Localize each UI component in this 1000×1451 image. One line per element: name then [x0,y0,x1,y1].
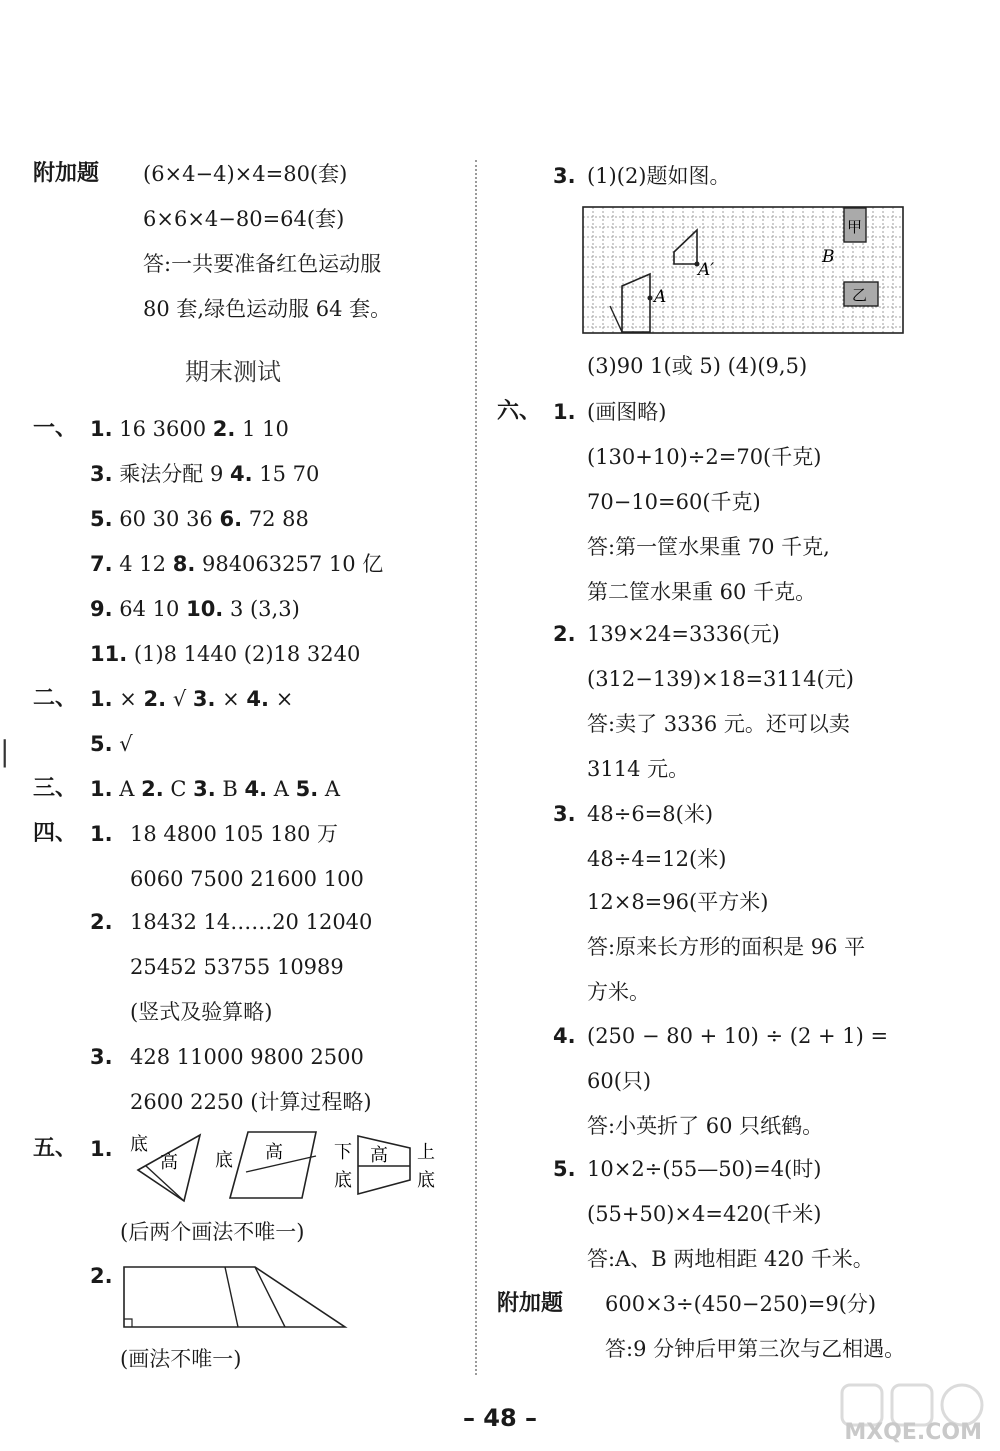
altitude-figures [120,1128,450,1208]
cut-line [255,1267,285,1327]
question-number: 5. [553,1157,576,1181]
answer-line: 18 4800 105 180 万 [130,822,339,846]
trapezoid-base-label-2: 底 [417,1170,435,1191]
question-number: 3. [553,164,576,188]
answer-line: 答:小英折了 60 只纸鹤。 [587,1114,824,1138]
answer-line: 答:卖了 3336 元。还可以卖 [587,712,850,736]
point-a-label: A [654,287,667,307]
trapezoid-bottom-label: 下 [334,1142,352,1163]
point-a [648,296,653,301]
shape-a-tail [610,306,622,332]
section-label-3: 三、 [33,776,78,801]
point-a-prime-label: A′ [698,260,715,280]
answer-row: 11. (1)8 1440 (2)18 3240 [90,642,361,666]
rectangle-figure [120,1263,350,1333]
answer-row: 9. 64 10 10. 3 (3,3) [90,597,300,621]
answer-line: 答:第一筐水果重 70 千克, [587,535,830,559]
trapezoid-base-label: 底 [334,1170,352,1191]
answer-line: 48÷6=8(米) [587,802,714,826]
section-label-1: 一、 [33,416,78,441]
answer-line: 60(只) [587,1069,652,1093]
trapezoid-top-label: 上 [417,1142,435,1163]
trapezoid-outline [124,1267,345,1327]
question-number: 1. [553,400,576,424]
answer-line: 答:原来长方形的面积是 96 平 [587,935,866,959]
jia-label: 甲 [847,218,863,236]
yi-label: 乙 [852,286,868,304]
answer-line: 第二筐水果重 60 千克。 [587,580,817,604]
answer-line: 6060 7500 21600 100 [130,867,364,891]
page-number: – 48 – [462,1404,538,1432]
answer-line: 答:9 分钟后甲第三次与乙相遇。 [605,1337,906,1361]
answer-line: 3114 元。 [587,757,690,781]
answer-line: 18432 14……20 12040 [130,910,373,934]
answer-line: (1)(2)题如图。 [587,164,731,188]
answer-line: (250 − 80 + 10) ÷ (2 + 1) = [587,1024,889,1048]
section-label-2: 二、 [33,686,78,711]
extra-line: 80 套,绿色运动服 64 套。 [143,297,392,321]
note-line: (画法不唯一) [120,1347,242,1371]
answer-line: 10×2÷(55—50)=4(时) [587,1157,822,1181]
answer-row: 1. × 2. √ 3. × 4. × [90,687,294,711]
triangle-base-label: 底 [130,1134,148,1155]
answer-line: 48÷4=12(米) [587,847,727,871]
parallelogram-height-label: 高 [265,1142,283,1163]
answer-line: 139×24=3336(元) [587,622,780,646]
answer-line: (竖式及验算略) [130,1000,273,1024]
question-number: 1. [90,822,113,846]
extra-line: (6×4−4)×4=80(套) [143,162,348,186]
cut-line [225,1267,238,1327]
answer-row: 5. 60 30 36 6. 72 88 [90,507,309,531]
triangle-height-label: 高 [160,1152,178,1173]
edge-mark: | [0,735,10,768]
question-number: 2. [90,910,113,934]
answer-line: 428 11000 9800 2500 [130,1045,364,1069]
question-number: 3. [553,802,576,826]
question-number: 3. [90,1045,113,1069]
parallelogram-base-label: 底 [215,1150,233,1171]
column-divider [475,160,477,1375]
answer-line: (312−139)×18=3114(元) [587,667,854,691]
answer-row: 3. 乘法分配 9 4. 15 70 [90,462,320,486]
answer-line: 12×8=96(平方米) [587,890,769,914]
answer-row: 7. 4 12 8. 984063257 10 亿 [90,552,384,576]
shape-a [622,274,650,332]
answer-line: 25452 53755 10989 [130,955,344,979]
coordinate-grid [582,206,904,334]
trapezoid-height-label: 高 [370,1145,388,1166]
section-title: 期末测试 [185,358,281,386]
section-label-4: 四、 [33,821,78,846]
answer-line: (130+10)÷2=70(千克) [587,445,822,469]
extra-line: 答:一共要准备红色运动服 [143,252,382,276]
extra-label-right: 附加题 [497,1291,564,1316]
shape-a-prime [674,230,697,264]
section-label-6: 六、 [497,399,542,424]
answer-row: 1. A 2. C 3. B 4. A 5. A [90,777,341,801]
answer-line: 70−10=60(千克) [587,490,761,514]
grid-svg [582,206,904,334]
answer-line: 600×3÷(450−250)=9(分) [605,1292,877,1316]
answer-line: 答:A、B 两地相距 420 千米。 [587,1247,874,1271]
question-number: 2. [90,1264,113,1288]
answer-line: 2600 2250 (计算过程略) [130,1090,372,1114]
answer-line: 方米。 [587,980,650,1004]
note-line: (后两个画法不唯一) [120,1220,305,1244]
right-angle-mark [124,1319,132,1327]
question-number: 2. [553,622,576,646]
answer-line: (画图略) [587,400,667,424]
question-number: 1. [90,1137,113,1161]
point-b-label: B [822,247,835,267]
extra-line: 6×6×4−80=64(套) [143,207,345,231]
watermark-text: MXQE.COM [844,1420,982,1445]
answer-row: 1. 16 3600 2. 1 10 [90,417,289,441]
answer-line: (55+50)×4=420(千米) [587,1202,822,1226]
question-number: 4. [553,1024,576,1048]
answer-row: 5. √ [90,732,133,756]
section-label-5: 五、 [33,1136,78,1161]
answer-line: (3)90 1(或 5) (4)(9,5) [587,354,808,378]
extra-label-left: 附加题 [33,161,100,186]
